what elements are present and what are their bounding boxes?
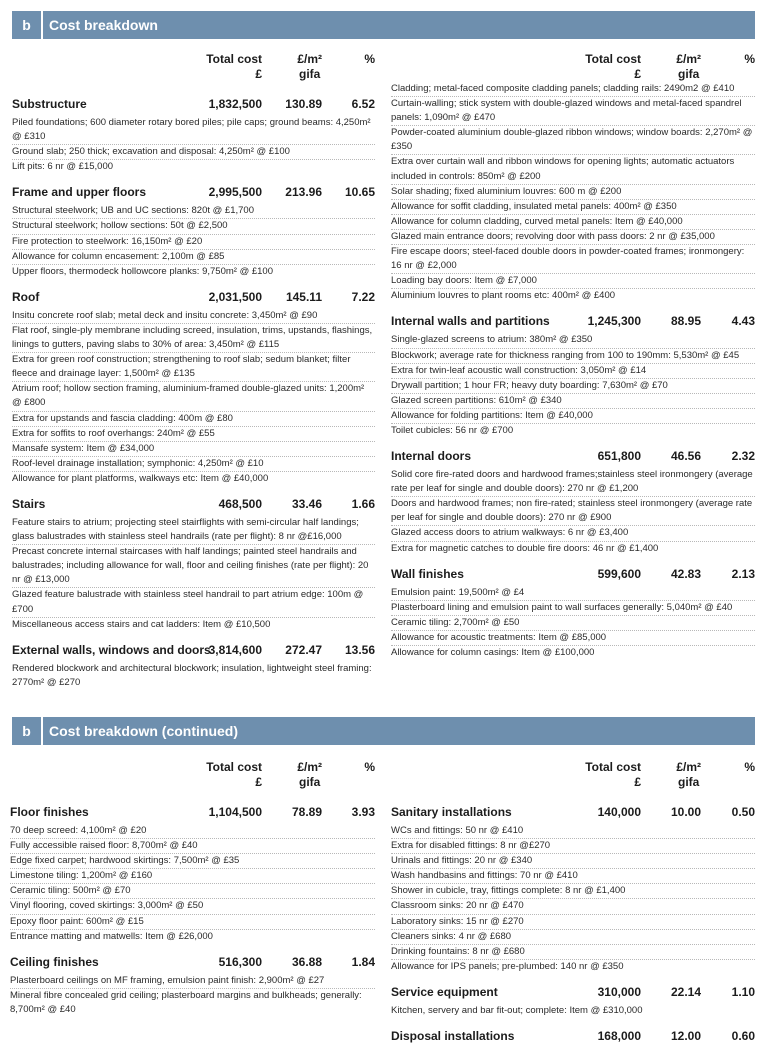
rate-value: 46.56 bbox=[670, 449, 701, 464]
line-item: Roof-level drainage installation; symphonic: 4,250m² @ £10 bbox=[12, 457, 375, 472]
rate-value: 272.47 bbox=[285, 642, 322, 657]
cost-section bbox=[391, 802, 755, 974]
cost-section bbox=[12, 287, 375, 486]
line-item: Fire protection to steelwork: 16,150m² @ £20 bbox=[12, 235, 375, 250]
line-item: Extra for magnetic catches to double fire doors: 46 nr @ £1,400 bbox=[391, 542, 659, 554]
line-item: Limestone tiling: 1,200m² @ £160 bbox=[10, 869, 375, 884]
element-name: Ceiling finishes bbox=[10, 954, 99, 969]
total-cost-value: 3,814,600 bbox=[208, 642, 262, 657]
element-name: Floor finishes bbox=[10, 805, 89, 819]
line-item: Fully accessible raised floor: 8,700m² @ £40 bbox=[10, 839, 375, 854]
element-name: Wall finishes bbox=[391, 566, 464, 581]
percent-header: % bbox=[364, 52, 375, 66]
rate-value: 33.46 bbox=[291, 496, 322, 511]
line-item: Cleaners sinks: 4 nr @ £680 bbox=[391, 930, 755, 945]
column-header-row bbox=[12, 52, 375, 86]
line-item: Allowance for acoustic treatments: Item @ £85,000 bbox=[391, 631, 755, 646]
percent-value: 2.13 bbox=[731, 566, 755, 581]
left-column bbox=[12, 52, 375, 690]
rate-value: 36.88 bbox=[291, 954, 322, 969]
total-cost-value: 310,000 bbox=[597, 984, 641, 999]
line-item: Mansafe system: Item @ £34,000 bbox=[12, 442, 375, 457]
cost-section-header bbox=[391, 311, 755, 333]
total-cost-value: 2,031,500 bbox=[208, 289, 262, 304]
total-cost-value: 1,832,500 bbox=[208, 97, 262, 111]
line-item: Allowance for column casings: Item @ £100,000 bbox=[391, 647, 595, 658]
cost-section bbox=[391, 311, 755, 438]
line-item: Miscellaneous access stairs and cat ladders: Item @ £10,500 bbox=[12, 618, 271, 630]
right-column bbox=[391, 52, 755, 660]
line-item: Glazed access doors to atrium walkways: 6 nr @ £3,400 bbox=[391, 526, 755, 541]
total-cost-header: Total cost £ bbox=[585, 52, 641, 81]
rate-value: 12.00 bbox=[670, 1029, 701, 1044]
section-title: Cost breakdown bbox=[49, 17, 158, 33]
line-item: Allowance for folding partitions: Item @ £40,000 bbox=[391, 409, 755, 424]
total-cost-header: Total cost £ bbox=[585, 760, 641, 789]
line-item: Ground slab; 250 thick; excavation and disposal: 4,250m² @ £100 bbox=[12, 145, 375, 160]
percent-value: 7.22 bbox=[351, 289, 375, 304]
line-item: Allowance for column cladding, curved metal panels: Item @ £40,000 bbox=[391, 215, 755, 230]
cost-section bbox=[391, 564, 755, 660]
percent-value: 0.60 bbox=[731, 1029, 755, 1044]
percent-header: % bbox=[744, 760, 755, 774]
cost-section-header bbox=[12, 287, 375, 309]
section-header-band bbox=[12, 717, 755, 745]
cost-section-header bbox=[391, 1026, 755, 1048]
element-name: Roof bbox=[12, 289, 40, 304]
percent-value: 10.65 bbox=[344, 185, 375, 200]
total-cost-value: 516,300 bbox=[218, 954, 262, 969]
line-item: 70 deep screed: 4,100m² @ £20 bbox=[10, 824, 375, 839]
total-cost-value: 599,600 bbox=[597, 566, 641, 581]
line-item: Glazed feature balustrade with stainless steel handrail to part atrium edge: 100m @ £700 bbox=[12, 588, 375, 617]
line-item: Toilet cubicles: 56 nr @ £700 bbox=[391, 424, 514, 436]
cost-section-header bbox=[12, 182, 375, 204]
rate-value: 78.89 bbox=[291, 805, 322, 819]
percent-header: % bbox=[744, 52, 755, 66]
section-title: Cost breakdown (continued) bbox=[49, 723, 238, 739]
percent-value: 4.43 bbox=[731, 314, 755, 329]
rate-value: 22.14 bbox=[670, 984, 701, 999]
total-cost-value: 140,000 bbox=[597, 805, 641, 819]
column-header-row bbox=[391, 760, 755, 794]
line-item: Powder-coated aluminium double-glazed ribbon windows; window boards: 2,270m² @ £350 bbox=[391, 126, 755, 155]
section-letter: b bbox=[12, 11, 43, 39]
percent-header: % bbox=[364, 760, 375, 774]
line-item: Extra for green roof construction; strengthening to roof slab; sedum blanket; filter fleece and drainage layer: 1,500m² @ £135 bbox=[12, 353, 375, 382]
line-item: Glazed screen partitions: 610m² @ £340 bbox=[391, 394, 755, 409]
cost-section bbox=[391, 446, 755, 556]
cost-section-header bbox=[12, 494, 375, 516]
line-item: Allowance for column encasement: 2,100m @ £85 bbox=[12, 250, 375, 265]
cost-section bbox=[391, 82, 755, 303]
rate-value: 130.89 bbox=[285, 97, 322, 111]
line-item: Classroom sinks: 20 nr @ £470 bbox=[391, 899, 755, 914]
cost-section bbox=[12, 640, 375, 690]
line-item: Kitchen, servery and bar fit-out; complete: Item @ £310,000 bbox=[391, 1004, 643, 1016]
cost-section bbox=[12, 94, 375, 174]
line-item: Entrance matting and matwells: Item @ £26,000 bbox=[10, 930, 213, 942]
rate-value: 88.95 bbox=[670, 314, 701, 329]
line-item: Loading bay doors: Item @ £7,000 bbox=[391, 274, 755, 289]
line-item: Upper floors, thermodeck hollowcore planks: 9,750m² @ £100 bbox=[12, 265, 273, 277]
rate-value: 145.11 bbox=[285, 289, 322, 304]
line-item: Glazed main entrance doors; revolving door with pass doors: 2 nr @ £35,000 bbox=[391, 230, 755, 245]
percent-value: 1.66 bbox=[351, 496, 375, 511]
cost-section bbox=[12, 494, 375, 632]
element-name: Frame and upper floors bbox=[12, 185, 147, 200]
total-cost-header: Total cost £ bbox=[206, 52, 262, 81]
percent-value: 1.84 bbox=[351, 954, 375, 969]
element-name: Sanitary installations bbox=[391, 805, 512, 819]
section-letter: b bbox=[12, 717, 43, 745]
line-item: Flat roof, single-ply membrane including screed, insulation, trims, upstands, flashings, linings to gutters, paving slabs to 30% of area: 3,450m² @ £115 bbox=[12, 324, 375, 353]
line-item: Aluminium louvres to plant rooms etc: 400m² @ £400 bbox=[391, 290, 616, 302]
right-column bbox=[391, 760, 755, 1048]
column-header-row bbox=[391, 52, 755, 86]
line-item: Piled foundations; 600 diameter rotary bored piles; pile caps; ground beams: 4,250m² @ £310 bbox=[12, 116, 375, 145]
total-cost-value: 1,245,300 bbox=[587, 314, 641, 329]
line-item: Extra for twin-leaf acoustic wall construction: 3,050m² @ £14 bbox=[391, 364, 755, 379]
cost-section bbox=[10, 802, 375, 944]
percent-value: 13.56 bbox=[344, 642, 375, 657]
line-item: Mineral fibre concealed grid ceiling; plasterboard margins and bulkheads; generally: 8,700m² @ £40 bbox=[10, 989, 362, 1015]
line-item: Urinals and fittings: 20 nr @ £340 bbox=[391, 854, 755, 869]
line-item: Blockwork; average rate for thickness ranging from 100 to 190mm: 5,530m² @ £45 bbox=[391, 349, 755, 364]
line-item: Emulsion paint: 19,500m² @ £4 bbox=[391, 586, 755, 601]
cost-section bbox=[391, 1026, 755, 1048]
line-item: Extra for disabled fittings: 8 nr @£270 bbox=[391, 839, 755, 854]
line-item: Drinking fountains: 8 nr @ £680 bbox=[391, 945, 755, 960]
rate-header: £/m² gifa bbox=[297, 760, 322, 789]
cost-section bbox=[10, 952, 375, 1017]
cost-section-header bbox=[391, 446, 755, 468]
line-item: Plasterboard ceilings on MF framing, emulsion paint finish: 2,900m² @ £27 bbox=[10, 974, 375, 989]
line-item: Structural steelwork; hollow sections: 50t @ £2,500 bbox=[12, 219, 375, 234]
line-item: Lift pits: 6 nr @ £15,000 bbox=[12, 161, 114, 173]
line-item: Atrium roof; hollow section framing, aluminium-framed double-glazed units: 1,200m² @ £800 bbox=[12, 382, 375, 411]
line-item: Laboratory sinks: 15 nr @ £270 bbox=[391, 915, 755, 930]
cost-section-header bbox=[12, 640, 375, 662]
line-item: Vinyl flooring, coved skirtings: 3,000m² @ £50 bbox=[10, 899, 375, 914]
total-cost-value: 651,800 bbox=[597, 449, 641, 464]
rate-header: £/m² gifa bbox=[297, 52, 322, 81]
section-header-band bbox=[12, 11, 755, 39]
line-item: Allowance for soffit cladding, insulated metal panels: 400m² @ £350 bbox=[391, 200, 755, 215]
rate-header: £/m² gifa bbox=[676, 52, 701, 81]
percent-value: 6.52 bbox=[351, 97, 375, 111]
line-item: Curtain-walling; stick system with double-glazed windows and metal-faced spandrel panels: 1,090m² @ £470 bbox=[391, 97, 755, 126]
line-item: Extra for soffits to roof overhangs: 240m² @ £55 bbox=[12, 427, 375, 442]
total-cost-header: Total cost £ bbox=[206, 760, 262, 789]
element-name: Disposal installations bbox=[391, 1029, 515, 1044]
percent-value: 1.10 bbox=[731, 984, 755, 999]
line-item: Rendered blockwork and architectural blockwork; insulation, lightweight steel framing: 2770m² @ £270 bbox=[12, 662, 372, 688]
line-item: Plasterboard lining and emulsion paint to wall surfaces generally: 5,040m² @ £40 bbox=[391, 601, 755, 616]
percent-value: 0.50 bbox=[731, 805, 755, 819]
rate-value: 10.00 bbox=[670, 805, 701, 819]
percent-value: 3.93 bbox=[351, 805, 375, 819]
column-header-row bbox=[10, 760, 375, 794]
line-item: Single-glazed screens to atrium: 380m² @ £350 bbox=[391, 333, 755, 348]
line-item: Fire escape doors; steel-faced double doors in powder-coated frames; ironmongery: 16 nr @ £2,000 bbox=[391, 245, 755, 274]
line-item: Feature stairs to atrium; projecting steel stairflights with semi-circular half landings; glass balustrades with stainless steel handrails (rate per flight): 8 nr @£16,000 bbox=[12, 516, 375, 545]
cost-section-header bbox=[391, 564, 755, 586]
line-item: Drywall partition; 1 hour FR; heavy duty boarding: 7,630m² @ £70 bbox=[391, 379, 755, 394]
line-item: Doors and hardwood frames; non fire-rated; stainless steel ironmongery (average rate per leaf for single and double doors): 270 nr @ £900 bbox=[391, 497, 755, 526]
line-item: Solid core fire-rated doors and hardwood frames;stainless steel ironmongery (average rate per leaf for single and double doors): 270 nr @ £1,200 bbox=[391, 468, 755, 497]
total-cost-value: 1,104,500 bbox=[208, 805, 262, 819]
line-item: Extra for upstands and fascia cladding: 400m @ £80 bbox=[12, 412, 375, 427]
percent-value: 2.32 bbox=[731, 449, 755, 464]
cost-section-header bbox=[391, 802, 755, 824]
rate-value: 42.83 bbox=[670, 566, 701, 581]
cost-section bbox=[391, 982, 755, 1018]
line-item: Ceramic tiling: 2,700m² @ £50 bbox=[391, 616, 755, 631]
line-item: Extra over curtain wall and ribbon windows for opening lights; automatic actuators included in controls: 850m² @ £200 bbox=[391, 155, 755, 184]
line-item: Ceramic tiling: 500m² @ £70 bbox=[10, 884, 375, 899]
line-item: Shower in cubicle, tray, fittings complete: 8 nr @ £1,400 bbox=[391, 884, 755, 899]
left-column bbox=[10, 760, 375, 1017]
line-item: Wash handbasins and fittings: 70 nr @ £410 bbox=[391, 869, 755, 884]
line-item: WCs and fittings: 50 nr @ £410 bbox=[391, 824, 755, 839]
cost-section-header bbox=[12, 94, 375, 116]
line-item: Precast concrete internal staircases with half landings; painted steel handrails and balustrades; including allowance for wall, floor and ceiling finishes (rate per flight): 20 nr @ £13,000 bbox=[12, 545, 375, 588]
cost-section bbox=[12, 182, 375, 278]
line-item: Epoxy floor paint: 600m² @ £15 bbox=[10, 915, 375, 930]
line-item: Insitu concrete roof slab; metal deck and insitu concrete: 3,450m² @ £90 bbox=[12, 309, 375, 324]
line-item: Edge fixed carpet; hardwood skirtings: 7,500m² @ £35 bbox=[10, 854, 375, 869]
element-name: External walls, windows and doors bbox=[12, 642, 211, 657]
line-item: Cladding; metal-faced composite cladding panels; cladding rails: 2490m2 @ £410 bbox=[391, 82, 755, 97]
rate-value: 213.96 bbox=[285, 185, 322, 200]
cost-section-header bbox=[391, 982, 755, 1004]
rate-header: £/m² gifa bbox=[676, 760, 701, 789]
total-cost-value: 2,995,500 bbox=[208, 185, 262, 200]
total-cost-value: 468,500 bbox=[218, 496, 262, 511]
element-name: Internal walls and partitions bbox=[391, 314, 550, 329]
line-item: Allowance for plant platforms, walkways etc: Item @ £40,000 bbox=[12, 472, 269, 484]
line-item: Solar shading; fixed aluminium louvres: 600 m @ £200 bbox=[391, 185, 755, 200]
element-name: Service equipment bbox=[391, 984, 498, 999]
element-name: Stairs bbox=[12, 496, 46, 511]
total-cost-value: 168,000 bbox=[597, 1029, 641, 1044]
cost-section-header bbox=[10, 802, 375, 824]
cost-section-header bbox=[10, 952, 375, 974]
line-item: Allowance for IPS panels; pre-plumbed: 140 nr @ £350 bbox=[391, 960, 624, 972]
element-name: Substructure bbox=[12, 97, 87, 111]
line-item: Structural steelwork; UB and UC sections: 820t @ £1,700 bbox=[12, 204, 375, 219]
element-name: Internal doors bbox=[391, 449, 472, 464]
